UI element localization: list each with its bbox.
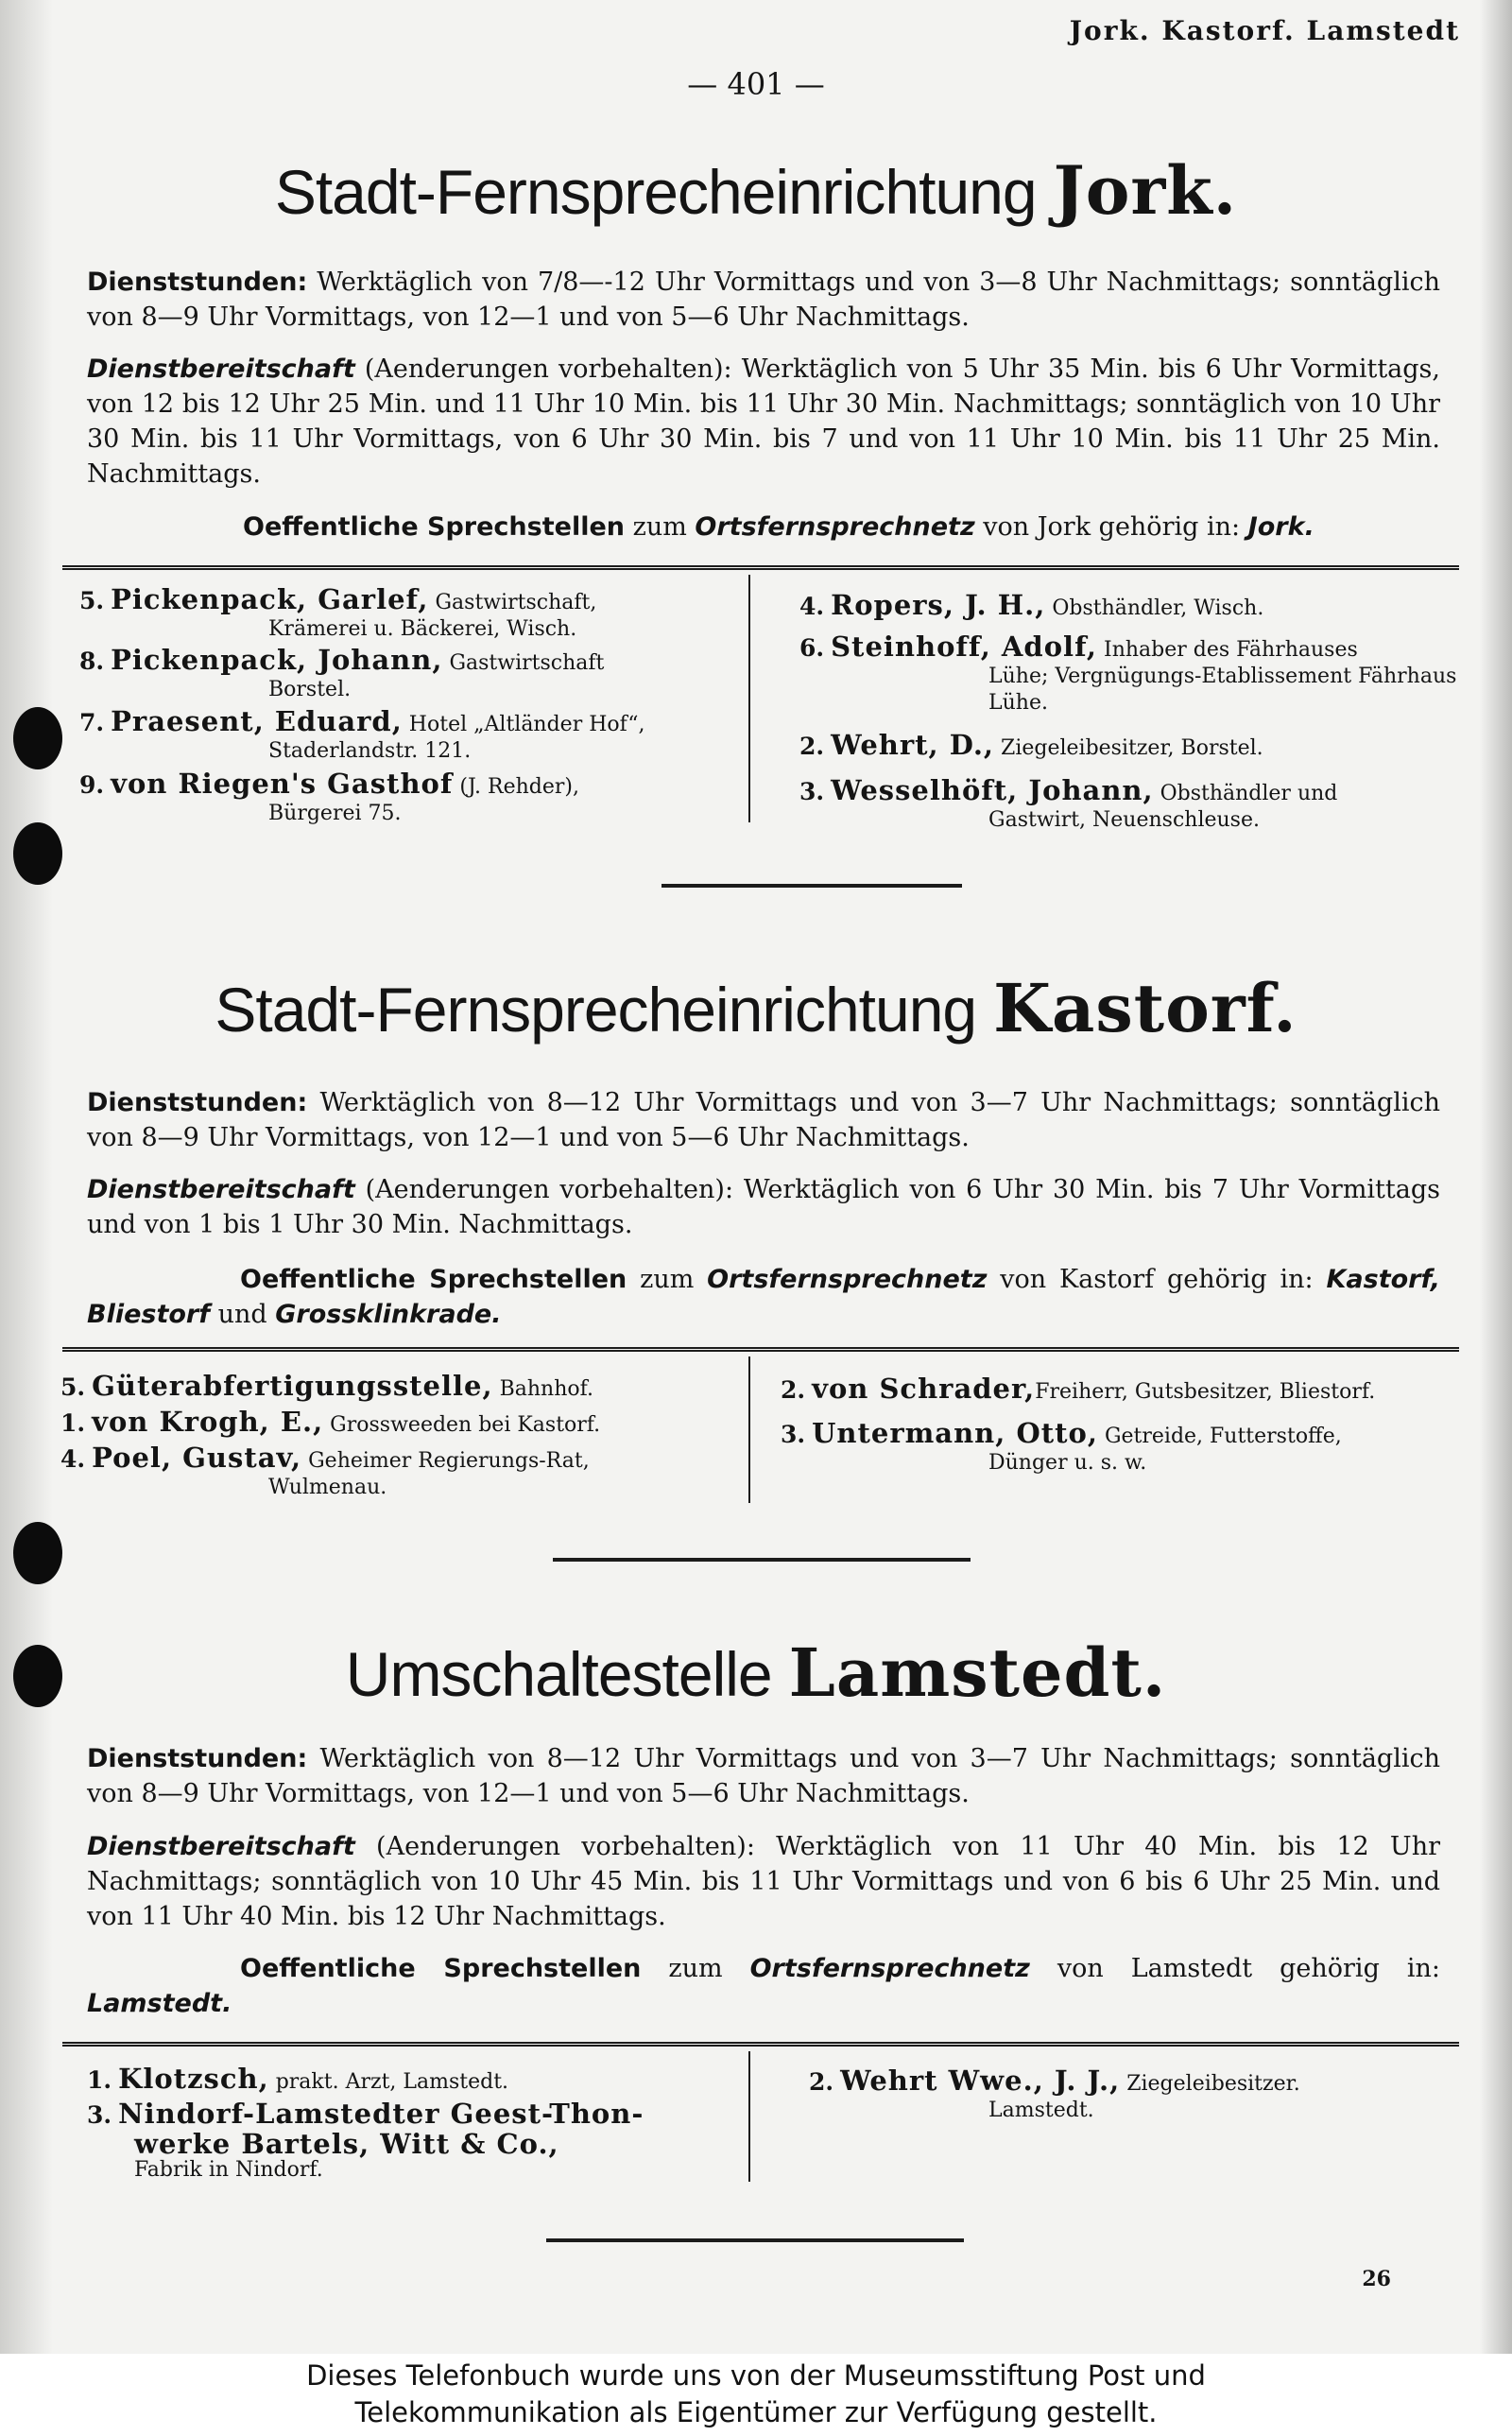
caption-line: Telekommunikation als Eigentümer zur Verfügung gestellt.: [354, 2396, 1158, 2428]
page-right-edge: [1480, 0, 1512, 2354]
column-divider: [748, 1356, 750, 1503]
list-item: 6. Steinhoff, Adolf, Inhaber des Fährhauses Lühe; Vergnügungs-Etablissement Fährhaus Lühe.: [799, 631, 1457, 715]
column-divider: [748, 575, 750, 822]
punch-hole: [13, 822, 62, 885]
list-item: 2. von Schrader,Freiherr, Gutsbesitzer, Bliestorf.: [781, 1373, 1376, 1405]
section-separator: [546, 2238, 964, 2242]
running-header: Jork. Kastorf. Lamstedt: [1069, 15, 1460, 46]
list-item: 3. Nindorf-Lamstedter Geest-Thon- werke Bartels, Witt & Co., Fabrik in Nindorf.: [87, 2098, 644, 2182]
dienstbereitschaft-lamstedt: Dienstbereitschaft (Aenderungen vorbehalten): Werktäglich von 11 Uhr 40 Min. bis 12 Uhr Nachmittags; sonntäglich von 10 Uhr 45 Min. bis 11 Uhr Vormittags und von 6 bis 6 Uhr 25 Min. und von 11 Uhr 40 Min. bis 12 Uhr Nachmittags.: [87, 1832, 1440, 1931]
list-item: 1. von Krogh, E., Grossweeden bei Kastorf.: [60, 1406, 601, 1438]
dienststunden-lamstedt: Dienststunden: Werktäglich von 8—12 Uhr Vormittags und von 3—7 Uhr Nachmittags; sonntäglich von 8—9 Uhr Vormittags, von 12—1 und von 5—6 Uhr Nachmittags.: [87, 1744, 1440, 1808]
list-item: 1. Klotzsch, prakt. Arzt, Lamstedt.: [87, 2063, 509, 2095]
sprechstellen-jork: Oeffentliche Sprechstellen zum Ortsfernsprechnetz von Jork gehörig in: Jork.: [243, 512, 1314, 542]
dienststunden-kastorf: Dienststunden: Werktäglich von 8—12 Uhr Vormittags und von 3—7 Uhr Nachmittags; sonntäglich von 8—9 Uhr Vormittags, von 12—1 und von 5—6 Uhr Nachmittags.: [87, 1088, 1440, 1152]
section-title-jork: Stadt-Fernsprecheinrichtung Jork.: [274, 151, 1238, 230]
page-number: — 401 —: [687, 66, 825, 102]
sprechstellen-lamstedt: Oeffentliche Sprechstellen zum Ortsfernsprechnetz von Lamstedt gehörig in: Lamstedt.: [87, 1954, 1440, 2018]
list-item: 4. Poel, Gustav, Geheimer Regierungs-Rat, Wulmenau.: [60, 1442, 590, 1499]
section-title-kastorf: Stadt-Fernsprecheinrichtung Kastorf.: [215, 969, 1297, 1047]
dienstbereitschaft-jork: Dienstbereitschaft (Aenderungen vorbehalten): Werktäglich von 5 Uhr 35 Min. bis 6 Uhr Vormittags, von 12 bis 12 Uhr 25 Min. und 11 Uhr 10 Min. bis 11 Uhr 30 Min. Nachmittags; sonntäglich von 10 Uhr 30 Min. bis 11 Uhr Vormittags, von 6 Uhr 30 Min. bis 7 und von 11 Uhr 10 Min. bis 11 Uhr 25 Min. Nachmittags.: [87, 354, 1440, 489]
punch-hole: [13, 707, 62, 769]
list-item: 2. Wehrt Wwe., J. J., Ziegeleibesitzer. Lamstedt.: [809, 2065, 1300, 2122]
divider: [62, 2042, 1459, 2047]
list-item: 2. Wehrt, D., Ziegeleibesitzer, Borstel.: [799, 729, 1263, 761]
list-item: 9. von Riegen's Gasthof (J. Rehder), Bürgerei 75.: [79, 768, 579, 825]
page-code: 26: [1362, 2267, 1391, 2291]
column-divider: [748, 2051, 750, 2182]
list-item: 5. Güterabfertigungsstelle, Bahnhof.: [60, 1370, 593, 1402]
punch-hole: [13, 1522, 62, 1584]
list-item: 4. Ropers, J. H., Obsthändler, Wisch.: [799, 589, 1264, 621]
section-title-lamstedt: Umschaltestelle Lamstedt.: [345, 1633, 1167, 1712]
section-separator: [553, 1558, 971, 1562]
caption-line: Dieses Telefonbuch wurde uns von der Museumsstiftung Post und: [306, 2359, 1206, 2392]
provenance-caption: [0, 2354, 1512, 2436]
section-separator: [662, 884, 962, 888]
list-item: 3. Wesselhöft, Johann, Obsthändler und Gastwirt, Neuenschleuse.: [799, 774, 1338, 832]
divider: [62, 565, 1459, 570]
list-item: 5. Pickenpack, Garlef, Gastwirtschaft, Krämerei u. Bäckerei, Wisch.: [79, 583, 597, 641]
list-item: 3. Untermann, Otto, Getreide, Futterstoffe, Dünger u. s. w.: [781, 1417, 1342, 1475]
list-item: 7. Praesent, Eduard, Hotel „Altländer Hof“, Staderlandstr. 121.: [79, 705, 645, 763]
list-item: 8. Pickenpack, Johann, Gastwirtschaft Borstel.: [79, 644, 605, 701]
dienststunden-jork: Dienststunden: Werktäglich von 7/8—-12 Uhr Vormittags und von 3—8 Uhr Nachmittags; sonntäglich von 8—9 Uhr Vormittags, von 12—1 und von 5—6 Uhr Nachmittags.: [87, 268, 1440, 332]
page-left-edge: [0, 0, 53, 2354]
dienstbereitschaft-kastorf: Dienstbereitschaft (Aenderungen vorbehalten): Werktäglich von 6 Uhr 30 Min. bis 7 Uhr Vormittags und von 1 bis 1 Uhr 30 Min. Nachmittags.: [87, 1175, 1440, 1239]
divider: [62, 1347, 1459, 1352]
sprechstellen-kastorf: Oeffentliche Sprechstellen zum Ortsfernsprechnetz von Kastorf gehörig in: Kastorf, Bliestorf und Grossklinkrade.: [87, 1265, 1440, 1329]
